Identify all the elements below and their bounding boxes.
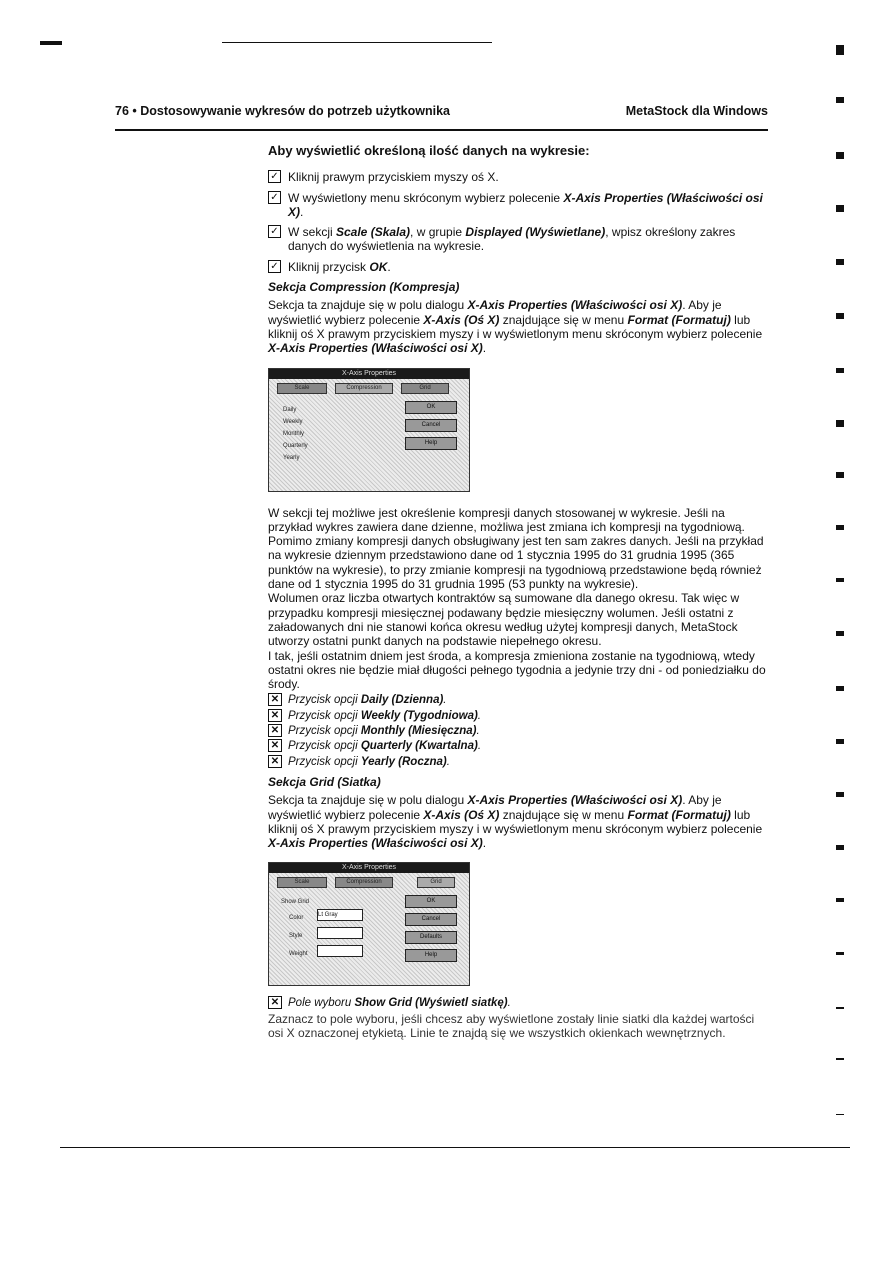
scan-mark	[40, 41, 62, 45]
show-grid-option: ✕ Pole wyboru Show Grid (Wyświetl siatkę).	[268, 996, 768, 1010]
text-run: znajdujące się w menu	[499, 807, 628, 822]
header-rule	[115, 129, 768, 131]
edge-mark	[836, 472, 844, 478]
option-text: Yearly (Roczna)	[360, 755, 447, 768]
cross-box-icon: ✕	[268, 709, 282, 722]
ok-button[interactable]: OK	[405, 895, 457, 908]
edge-mark	[836, 97, 844, 103]
edge-mark	[836, 739, 844, 744]
option-text: .	[446, 755, 450, 768]
footer-rule	[60, 1147, 850, 1148]
option-quarterly[interactable]: Quarterly	[283, 442, 308, 449]
option-text: .	[443, 694, 447, 707]
compression-intro	[268, 298, 768, 355]
edge-mark	[836, 686, 844, 691]
option-text: Weekly (Tygodniowa)	[360, 709, 478, 722]
dialog-title: X-Axis Properties	[269, 369, 469, 379]
edge-mark	[836, 792, 844, 797]
step-item	[268, 225, 768, 254]
edge-mark	[836, 525, 844, 530]
edge-mark	[836, 152, 844, 159]
edge-mark	[836, 420, 844, 427]
text-run: .	[387, 259, 391, 274]
step-item	[268, 191, 768, 220]
option-item	[268, 739, 768, 753]
weight-label: Weight	[289, 951, 308, 958]
tab-scale[interactable]: Scale	[277, 877, 327, 888]
cross-box-icon: ✕	[268, 724, 282, 737]
checkmark-box-icon: ✓	[268, 260, 281, 273]
edge-mark	[836, 1114, 844, 1115]
option-item	[268, 709, 768, 723]
cross-box-icon: ✕	[268, 693, 282, 706]
edge-mark	[836, 259, 844, 265]
tab-compression[interactable]: Compression	[335, 877, 393, 888]
text-run: X-Axis Properties (Właściwości osi X)	[467, 793, 683, 808]
edge-mark	[836, 205, 844, 212]
cross-box-icon: ✕	[268, 739, 282, 752]
step-item	[268, 260, 768, 274]
option-yearly[interactable]: Yearly	[283, 454, 300, 461]
option-daily[interactable]: Daily	[283, 406, 297, 413]
help-button[interactable]: Help	[405, 437, 457, 450]
help-button[interactable]: Help	[405, 949, 457, 962]
header-left: 76 • Dostosowywanie wykresów do potrzeb użytkownika	[115, 104, 451, 118]
text-run: Kliknij przycisk	[288, 259, 370, 274]
dialog-title: X-Axis Properties	[269, 863, 469, 873]
page-body	[268, 140, 768, 1040]
option-item	[268, 755, 768, 769]
compression-body-2: Wolumen oraz liczba otwartych kontraktów są sumowane dla danego okresu. Tak więc w przypadku kompresji miesięcznej podawany będzie miesięczny wolumen. Jeśli ostatni z załadowanych dni nie stanowi końca okresu według użytej kompresji danych, MetaStock utworzy ostatni punkt danych na podstawie niepełnego okresu.	[268, 591, 740, 649]
option-text: .	[476, 725, 480, 738]
show-grid-checkbox[interactable]: Show Grid	[281, 899, 310, 906]
text-run: lub kliknij oś X prawym przyciskiem myszy i w wyświetlonym menu skróconym wybierz polecenie	[268, 807, 763, 836]
ok-button[interactable]: OK	[405, 401, 457, 414]
text-run: Sekcja ta znajduje się w polu dialogu	[268, 298, 468, 313]
text-run: . Aby je wyświetlić wybierz polecenie	[268, 793, 722, 822]
grid-intro	[268, 793, 768, 850]
grid-dialog-screenshot	[268, 862, 470, 986]
checkmark-box-icon: ✓	[268, 225, 281, 238]
edge-mark	[836, 952, 844, 955]
edge-mark	[836, 578, 844, 582]
option-text: Przycisk opcji	[288, 725, 361, 738]
text-run: .	[482, 836, 487, 851]
text-run: X-Axis Properties (Właściwości osi X)	[268, 836, 483, 851]
text-run: , wpisz określony zakres danych do wyświetlenia na wykresie.	[288, 225, 736, 254]
option-monthly[interactable]: Monthly	[283, 430, 305, 437]
text-run: Scale (Skala)	[336, 225, 411, 240]
option-item	[268, 724, 768, 738]
text-run: Format (Formatuj)	[627, 312, 731, 327]
text-run: .	[482, 341, 487, 356]
edge-mark	[836, 313, 844, 319]
text-run: Format (Formatuj)	[627, 807, 731, 822]
text-run: Displayed (Wyświetlane)	[465, 225, 606, 240]
scan-line	[222, 42, 492, 43]
text-run: .	[300, 204, 304, 219]
option-text: Daily (Dzienna)	[360, 694, 444, 707]
text-run: lub kliknij oś X prawym przyciskiem myszy i w wyświetlonym menu skróconym wybierz polecenie	[268, 312, 763, 341]
compression-body-1: W sekcji tej możliwe jest określenie kompresji danych stosowanej w wykresie. Jeśli na przykład wykres zawiera dane dzienne, możliwa jest zmiana ich kompresji na tygodniową. Pomimo zmiany kompresji danych obsługiwany jest ten sam zakres danych. Jeśli na przykład na wykresie dziennym przedstawiono dane od 1 stycznia 1995 do 31 grudnia 1995 (365 punktów na wykresie), to przy zmianie kompresji na tygodniową przedstawione będą również dane od 1 stycznia 1995 do 31 grudnia 1995 (53 punkty na wykresie).	[268, 505, 764, 592]
text-run: X-Axis Properties (Właściwości osi X)	[467, 298, 683, 313]
compression-heading: Sekcja Compression (Kompresja)	[268, 280, 460, 295]
compression-body-3: I tak, jeśli ostatnim dniem jest środa, a kompresja zmieniona zostanie na tygodniową, wtedy ostatni okres nie będzie miał długości pełnego tygodnia a jedynie trzy dni - od poniedziałku do środy.	[268, 648, 766, 692]
checkmark-box-icon: ✓	[268, 191, 281, 204]
option-text: Monthly (Miesięczna)	[360, 725, 477, 738]
option-text: Przycisk opcji	[288, 709, 361, 722]
text-run: Sekcja ta znajduje się w polu dialogu	[268, 793, 468, 808]
option-text: .	[477, 709, 481, 722]
option-text: Przycisk opcji	[288, 694, 361, 707]
header-right: MetaStock dla Windows	[625, 104, 768, 118]
weight-select[interactable]	[317, 945, 363, 957]
text-run: , w grupie	[410, 225, 466, 240]
option-text: Przycisk opcji	[288, 755, 361, 768]
tab-scale[interactable]: Scale	[277, 383, 327, 394]
edge-mark	[836, 45, 844, 55]
tab-grid[interactable]: Grid	[401, 383, 449, 394]
edge-mark	[836, 898, 844, 902]
cancel-button[interactable]: Cancel	[405, 913, 457, 926]
text-run: X-Axis Properties (Właściwości osi X)	[288, 190, 763, 219]
option-list	[268, 693, 768, 768]
text-run: . Aby je wyświetlić wybierz polecenie	[268, 298, 722, 327]
edge-mark	[836, 1007, 844, 1009]
step-item	[268, 170, 768, 184]
show-grid-description: Zaznacz to pole wyboru, jeśli chcesz aby wyświetlone zostały linie siatki dla każdej wartości osi X oznaczonej etykietą. Linie te znajdą się we wszystkich okienkach wewnętrznych.	[268, 1011, 755, 1040]
text-run: OK	[369, 259, 388, 274]
grid-heading: Sekcja Grid (Siatka)	[268, 774, 381, 789]
option-text: Przycisk opcji	[288, 740, 361, 753]
tab-grid[interactable]: Grid	[417, 877, 455, 888]
edge-mark	[836, 845, 844, 850]
edge-mark	[836, 1058, 844, 1060]
color-select[interactable]: Lt Gray	[317, 909, 363, 921]
steps-list	[268, 170, 768, 274]
text-run: X-Axis Properties (Właściwości osi X)	[268, 341, 483, 356]
running-header	[115, 104, 768, 118]
text-run: znajdujące się w menu	[499, 312, 628, 327]
edge-mark	[836, 368, 844, 373]
compression-dialog-screenshot	[268, 368, 470, 492]
text-run: Kliknij prawym przyciskiem myszy oś X.	[288, 170, 499, 185]
cancel-button[interactable]: Cancel	[405, 419, 457, 432]
tab-compression[interactable]: Compression	[335, 383, 393, 394]
option-weekly[interactable]: Weekly	[283, 418, 303, 425]
text-run: X-Axis (Oś X)	[423, 312, 500, 327]
color-label: Color	[289, 915, 304, 922]
checkmark-box-icon: ✓	[268, 170, 281, 183]
style-select[interactable]	[317, 927, 363, 939]
option-text: Quarterly (Kwartalna)	[360, 740, 478, 753]
option-text: .	[477, 740, 482, 753]
option-item	[268, 693, 768, 707]
intro-heading: Aby wyświetlić określoną ilość danych na wykresie:	[268, 143, 590, 158]
cross-box-icon: ✕	[268, 755, 282, 768]
text-run: W sekcji	[288, 225, 336, 240]
edge-mark	[836, 631, 844, 636]
text-run: X-Axis (Oś X)	[423, 807, 500, 822]
defaults-button[interactable]: Defaults	[405, 931, 457, 944]
cross-box-icon: ✕	[268, 996, 282, 1009]
style-label: Style	[289, 933, 303, 940]
text-run: W wyświetlony menu skróconym wybierz polecenie	[288, 190, 564, 205]
